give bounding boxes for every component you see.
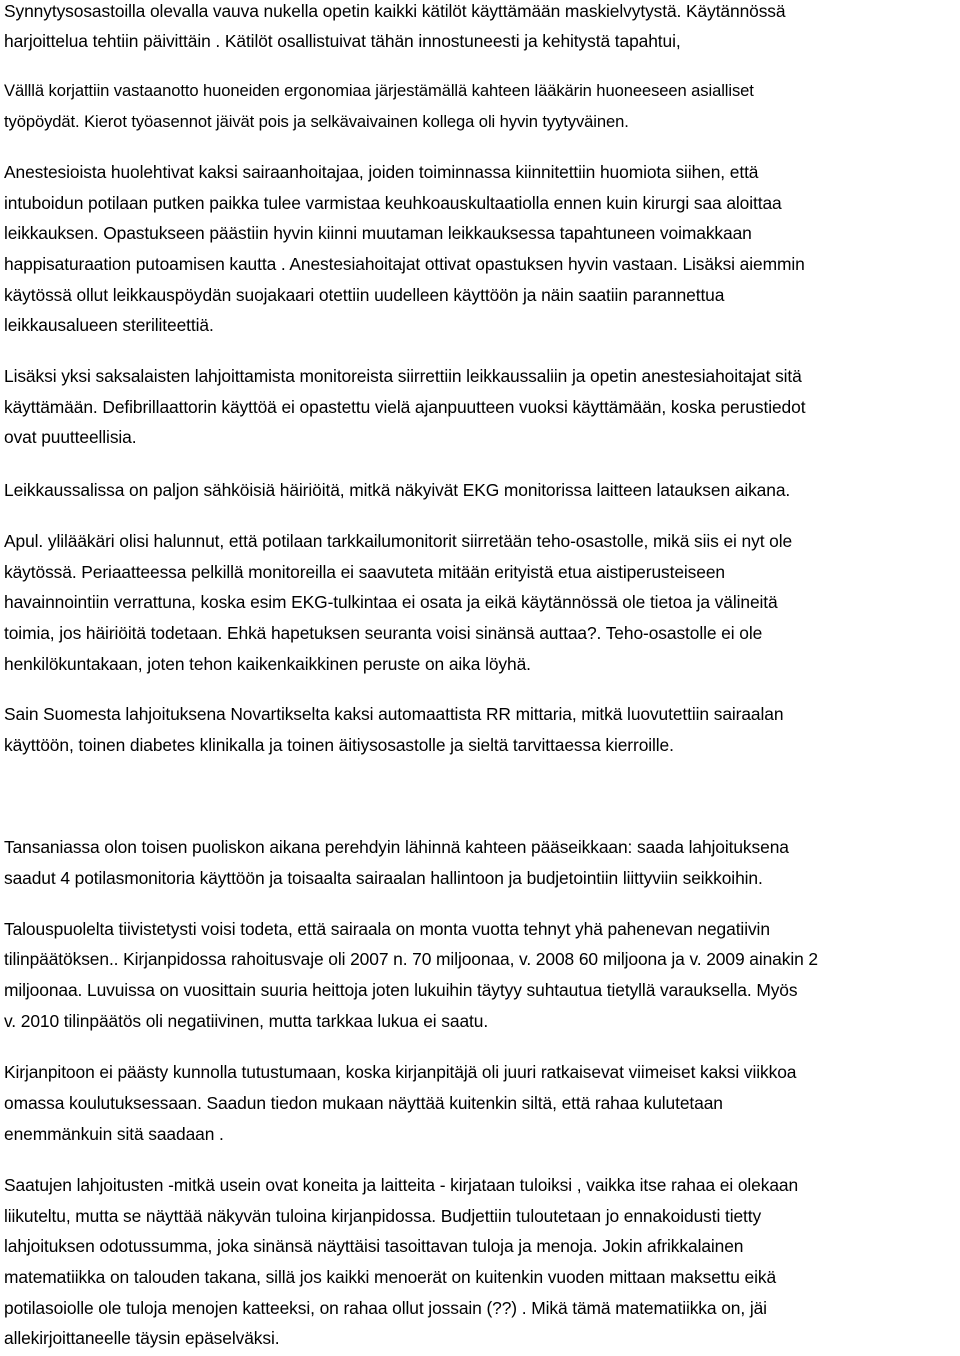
- text-line: tilinpäätöksen.. Kirjanpidossa rahoitusvaje oli 2007 n. 70 miljoonaa, v. 2008 60 miljoona ja v. 2009 ainakin 2: [4, 949, 818, 969]
- text-line: työpöydät. Kierot työasennot jäivät pois ja selkävaivainen kollega oli hyvin tyytyväinen.: [4, 112, 629, 131]
- text-line: potilasoiolle ole tuloja menojen katteeksi, on rahaa ollut jossain (??) . Mikä tämä matematiikka on, jäi: [4, 1298, 767, 1318]
- text-line: Kirjanpitoon ei päästy kunnolla tutustumaan, koska kirjanpitäjä oli juuri ratkaisevat viimeiset kaksi viikkoa: [4, 1062, 797, 1082]
- text-line: Synnytysosastoilla olevalla vauva nukella opetin kaikki kätilöt käyttämään maskielvytystä. Käytännössä: [4, 1, 786, 21]
- text-line: miljoonaa. Luvuissa on vuosittain suuria heittoja joten lukuihin täytyy suhtautua tietyllä varauksella. Myös: [4, 980, 798, 1000]
- text-line: käytössä ollut leikkauspöydän suojakaari otettiin uudelleen käyttöön ja näin saatiin parannettua: [4, 285, 725, 305]
- text-line: käyttämään. Defibrillaattorin käyttöä ei opastettu vielä ajanpuutteen vuoksi käyttämään, koska perustiedot: [4, 397, 806, 417]
- text-line: leikkausalueen steriliteettiä.: [4, 315, 214, 335]
- text-line: intuboidun potilaan putken paikka tulee varmistaa keuhkoauskultaatiolla ennen kuin kirurgi saa aloittaa: [4, 193, 782, 213]
- text-line: Saatujen lahjoitusten -mitkä usein ovat koneita ja laitteita - kirjataan tuloiksi , vaikka itse rahaa ei olekaan: [4, 1175, 799, 1195]
- text-line: liikuteltu, mutta se näyttää näkyvän tuloina kirjanpidossa. Budjettiin tuloutetaan jo ennakoidusti tietty: [4, 1206, 762, 1226]
- text-line: v. 2010 tilinpäätös oli negatiivinen, mutta tarkkaa lukua ei saatu.: [4, 1011, 489, 1031]
- text-line: allekirjoittaneelle täysin epäselväksi.: [4, 1328, 280, 1348]
- text-line: Välllä korjattiin vastaanotto huoneiden ergonomiaa järjestämällä kahteen lääkärin huoneeseen asialliset: [4, 81, 754, 100]
- text-line: käyttöön, toinen diabetes klinikalla ja toinen äitiysosastolle ja sieltä tarvittaessa kierroille.: [4, 735, 674, 755]
- text-line: käytössä. Periaatteessa pelkillä monitoreilla ei saavuteta mitään erityistä etua aistiperusteiseen: [4, 562, 725, 582]
- text-line: happisaturaation putoamisen kautta . Anestesiahoitajat ottivat opastuksen hyvin vastaan. Lisäksi aiemmin: [4, 254, 805, 274]
- text-line: Leikkaussalissa on paljon sähköisiä häiriöitä, mitkä näkyivät EKG monitorissa laitteen latauksen aikana.: [4, 480, 791, 500]
- text-line: Lisäksi yksi saksalaisten lahjoittamista monitoreista siirrettiin leikkaussaliin ja opetin anestesiahoitajat sitä: [4, 366, 802, 386]
- text-line: matematiikka on talouden takana, sillä jos kaikki menoerät on kuitenkin vuoden mittaan maksettu eikä: [4, 1267, 777, 1287]
- text-line: Talouspuolelta tiivistetysti voisi todeta, että sairaala on monta vuotta tehnyt yhä pahenevan negatiivin: [4, 919, 770, 939]
- text-line: havainnointiin verrattuna, koska esim EKG-tulkintaa ei osata ja eikä käytännössä ole tietoa ja välineitä: [4, 592, 778, 612]
- text-line: harjoittelua tehtiin päivittäin . Kätilöt osallistuivat tähän innostuneesti ja kehitystä tapahtui,: [4, 31, 681, 51]
- text-line: ovat puutteellisia.: [4, 427, 137, 447]
- text-line: Apul. ylilääkäri olisi halunnut, että potilaan tarkkailumonitorit siirretään teho-osastolle, mikä siis ei nyt ole: [4, 531, 793, 551]
- text-line: Sain Suomesta lahjoituksena Novartikselta kaksi automaattista RR mittaria, mitkä luovutettiin sairaalan: [4, 704, 784, 724]
- text-line: enemmänkuin sitä saadaan .: [4, 1124, 224, 1144]
- text-line: Tansaniassa olon toisen puoliskon aikana perehdyin lähinnä kahteen pääseikkaan: saada lahjoituksena: [4, 837, 789, 857]
- text-line: lahjoituksen odotussumma, joka sinänsä näyttäisi tasoittavan tuloja ja menoja. Jokin afrikkalainen: [4, 1236, 744, 1256]
- text-line: toimia, jos häiriöitä todetaan. Ehkä hapetuksen seuranta voisi sinänsä auttaa?. Teho-osastolle ei ole: [4, 623, 763, 643]
- text-line: Anestesioista huolehtivat kaksi sairaanhoitajaa, joiden toiminnassa kiinnitettiin huomiota siihen, että: [4, 162, 759, 182]
- text-line: henkilökuntakaan, joten tehon kaikenkaikkinen peruste on aika löyhä.: [4, 654, 531, 674]
- text-line: omassa koulutuksessaan. Saadun tiedon mukaan näyttää kuitenkin siltä, että rahaa kulutetaan: [4, 1093, 723, 1113]
- text-line: saadut 4 potilasmonitoria käyttöön ja toisaalta sairaalan hallintoon ja budjetointiin liittyviin seikkoihin.: [4, 868, 763, 888]
- text-line: leikkauksen. Opastukseen päästiin hyvin kiinni muutaman leikkauksessa tapahtuneen voimakkaan: [4, 223, 752, 243]
